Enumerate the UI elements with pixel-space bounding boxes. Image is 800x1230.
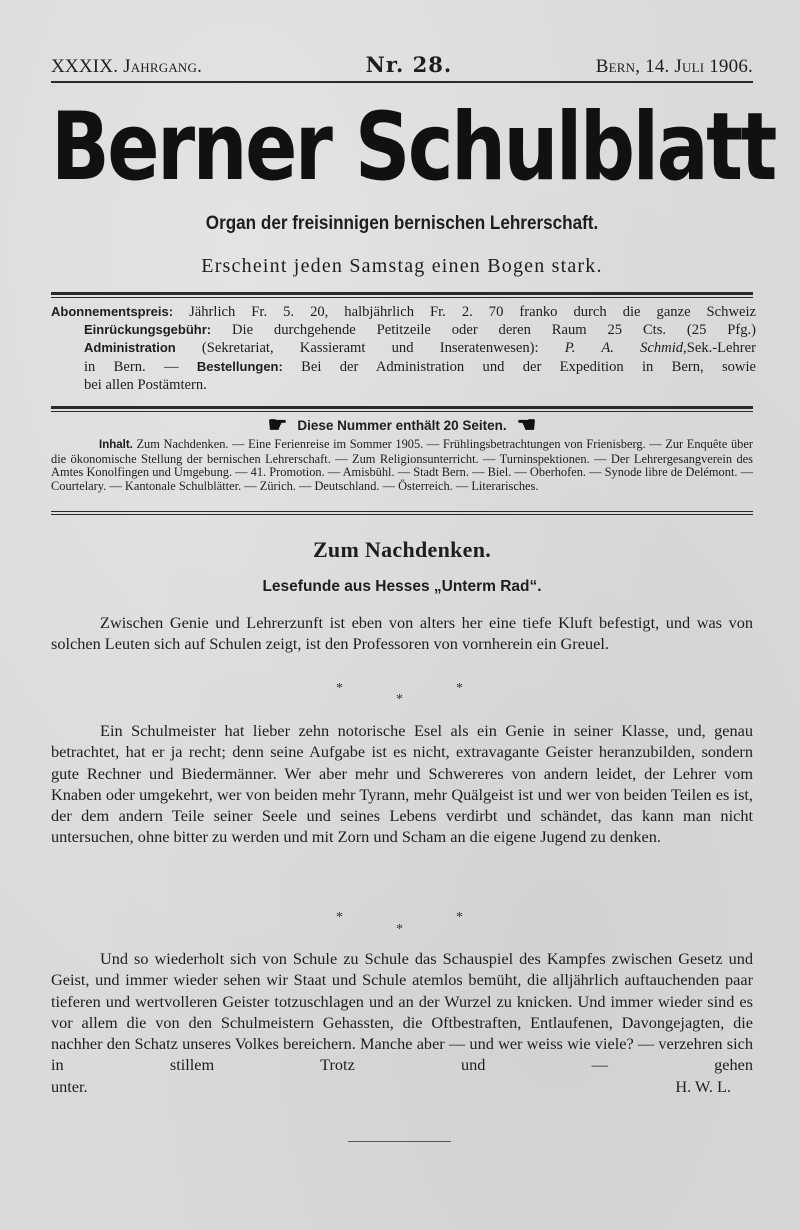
newspaper-subtitle: Organ der freisinnigen bernischen Lehrerschaft. bbox=[205, 213, 599, 234]
administration-text: (Sekretariat, Kassieramt und Inseratenwesen): bbox=[201, 340, 539, 357]
separator-star: * bbox=[396, 922, 403, 937]
separator-star: * bbox=[456, 910, 463, 925]
separator-star: * bbox=[456, 681, 463, 696]
thin-rule-2 bbox=[51, 411, 753, 412]
separator-star: * bbox=[336, 681, 343, 696]
insertion-label: Einrückungsgebühr: bbox=[84, 322, 212, 338]
orders-text-2: bei allen Postämtern. bbox=[84, 376, 207, 393]
orders-label: Bestellungen: bbox=[196, 358, 283, 374]
subscription-info bbox=[51, 303, 756, 394]
thin-rule bbox=[51, 297, 753, 298]
article-subtitle: Lesefunde aus Hesses „Unterm Rad“. bbox=[262, 578, 542, 595]
paragraph-text: Zwischen Genie und Lehrerzunft ist eben von alters her eine tiefe Kluft befestigt, und was von solchen Leuten sich auf Schulen zeigt, ist den Professoren von vornherein ein Greuel. bbox=[51, 613, 753, 654]
masthead-rule bbox=[51, 81, 753, 83]
pointing-hand-right-icon: ☛ bbox=[267, 412, 288, 437]
masthead-row bbox=[51, 52, 753, 77]
separator-star: * bbox=[396, 692, 403, 707]
article-paragraph-3 bbox=[51, 948, 753, 1097]
double-rule-top bbox=[51, 511, 753, 512]
paragraph-text: Ein Schulmeister hat lieber zehn notorische Esel als ein Genie in seiner Klasse, und, genau betrachtet, hat er ja recht; denn seine Aufgabe ist es nicht, extravagante Geister heranzubilden, sondern gute Rechner und Biedermänner. Wer aber mehr und Schwereres von andern leidet, der Lehrer vom Knaben oder umgekehrt, wer von beiden mehr Tyrann, mehr Quälgeist ist und wer von beiden Teilen es ist, der dem andern Teile seiner Seele und seines Lebens verdirbt und schändet, das kann man nicht untersuchen, ohne bitter zu werden und mit Zorn und Scham an die eigene Jugend zu denken. bbox=[51, 721, 753, 847]
separator-star: * bbox=[336, 910, 343, 925]
thick-rule bbox=[51, 292, 753, 295]
place-date: Bern, 14. Juli 1906. bbox=[595, 56, 753, 77]
issue-number: Nr. 28. bbox=[365, 52, 453, 77]
volume-label: XXXIX. Jahrgang. bbox=[51, 56, 203, 77]
paragraph-text: Und so wiederholt sich von Schule zu Schule das Schauspiel des Kampfes zwischen Gesetz und Geist, und immer wieder sehen wir Staat und Schule atemlos bemüht, die alljährlich auftauchenden paar tieferen und wertvolleren Geister totzuschlagen und an der Wurzel zu knicken. Und immer wieder sind es vor allem die von den Schulmeistern Gehassten, die Oftbestraften, Entlaufenen, Davongejagten, die nachher den Schatz unseres Volkes bereichern. Manche aber — und wer weiss wie viele? — verzehren sich in stillem Trotz und — gehen bbox=[51, 949, 753, 1075]
article-paragraph-2 bbox=[51, 720, 753, 848]
administration-role: Sek.-Lehrer bbox=[686, 340, 757, 357]
double-rule-bottom bbox=[51, 514, 753, 515]
last-line: unter. bbox=[51, 1076, 88, 1096]
orders-text: Bei der Administration und der Expedition in Bern, sowie bbox=[301, 358, 756, 375]
closing-row bbox=[51, 1076, 753, 1097]
pointing-hand-left-icon: ☚ bbox=[516, 412, 537, 437]
page-count-notice bbox=[51, 412, 753, 437]
insertion-text: Die durchgehende Petitzeile oder deren Raum 25 Cts. (25 Pfg.) bbox=[231, 322, 756, 339]
signature: H. W. L. bbox=[675, 1076, 731, 1096]
article-title: Zum Nachdenken. bbox=[312, 537, 492, 562]
publication-frequency: Erscheint jeden Samstag einen Bogen stark. bbox=[201, 255, 603, 277]
table-of-contents bbox=[51, 438, 753, 493]
administration-label: Administration bbox=[84, 340, 176, 356]
notice-text: Diese Nummer enthält 20 Seiten. bbox=[297, 417, 507, 433]
subscription-text: Jährlich Fr. 5. 20, halbjährlich Fr. 2. 70 franko durch die ganze Schweiz bbox=[189, 304, 756, 320]
subscription-label: Abonnementspreis: bbox=[51, 304, 174, 319]
administration-name: P. A. Schmid, bbox=[564, 340, 687, 357]
article-paragraph-1 bbox=[51, 612, 753, 655]
administration-place: in Bern. — bbox=[84, 358, 179, 375]
newspaper-title: Berner Schulblatt bbox=[51, 93, 775, 202]
contents-text: Zum Nachdenken. — Eine Ferienreise im Sommer 1905. — Frühlingsbetrachtungen von Frienisberg. — Zur Enquête über die ökonomische Stellung der bernischen Lehrerschaft. — Zum Religionsunterricht. — Turninspektionen. — Der Lehrergesangverein des Amtes Konolfingen und Umgebung. — 41. Promotion. — Amisbühl. — Stadt Bern. — Biel. — Oberhofen. — Synode libre de Delémont. — Courtelary. — Kantonale Schulblätter. — Zürich. — Deutschland. — Österreich. — Literarisches. bbox=[51, 437, 753, 493]
thick-rule-2 bbox=[51, 406, 753, 409]
contents-label: Inhalt. bbox=[99, 439, 133, 451]
end-rule bbox=[348, 1141, 451, 1142]
